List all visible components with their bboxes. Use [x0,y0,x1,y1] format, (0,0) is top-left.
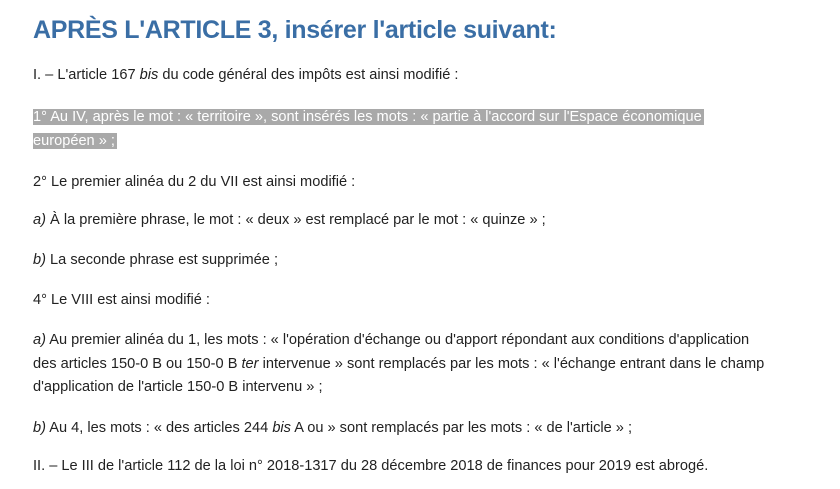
paragraph-2b [33,249,278,273]
paragraph-4a-line-1: Au premier alinéa du 1, les mots : « l'opération d'échange ou d'apport répondant aux conditions d'application [45,332,750,348]
paragraph-4a-line-2-start: des articles 150-0 B ou 150-0 B [33,355,242,372]
paragraph-i-text-end: du code général des impôts est ainsi modifié : [158,67,459,83]
paragraph-4b-text-end: A ou » sont remplacés par les mots : « de l'article » ; [290,420,633,436]
paragraph-4: 4° Le VIII est ainsi modifié : [33,292,210,308]
paragraph-i-text-start: I. – L'article 167 [33,67,140,83]
paragraph-ii: II. – Le III de l'article 112 de la loi n° 2018-1317 du 28 décembre 2018 de finances pour 2019 est abrogé. [33,458,709,474]
paragraph-4a-italic: ter [241,355,259,372]
paragraph-2a-text: À la première phrase, le mot : « deux » est remplacé par le mot : « quinze » ; [45,212,546,228]
paragraph-2a [33,209,546,233]
paragraph-4b-text-start: Au 4, les mots : « des articles 244 [45,420,273,436]
highlighted-line-2: européen » ; [33,132,115,149]
paragraph-2a-marker: a) [33,212,46,228]
paragraph-i-italic: bis [139,67,159,83]
amendment-title: APRÈS L'ARTICLE 3, insérer l'article suivant: [33,16,557,44]
paragraph-2: 2° Le premier alinéa du 2 du VII est ainsi modifié : [33,174,356,190]
highlighted-line-1: 1° Au IV, après le mot : « territoire », sont insérés les mots : « partie à l'accord sur l'Espace économique [33,109,702,125]
paragraph-1-highlighted [33,106,704,153]
paragraph-4a-line-2-end: intervenue » sont remplacés par les mots : « l'échange entrant dans le champ [258,355,765,372]
paragraph-4b-marker: b) [33,420,46,436]
paragraph-i [33,64,458,88]
paragraph-4a [33,329,764,400]
paragraph-4a-marker: a) [33,332,46,348]
paragraph-4b [33,417,632,441]
paragraph-4a-line-3: d'application de l'article 150-0 B intervenu » ; [33,379,323,395]
paragraph-2b-text: La seconde phrase est supprimée ; [45,252,279,268]
paragraph-4b-italic: bis [272,420,291,436]
paragraph-2b-marker: b) [33,252,46,268]
